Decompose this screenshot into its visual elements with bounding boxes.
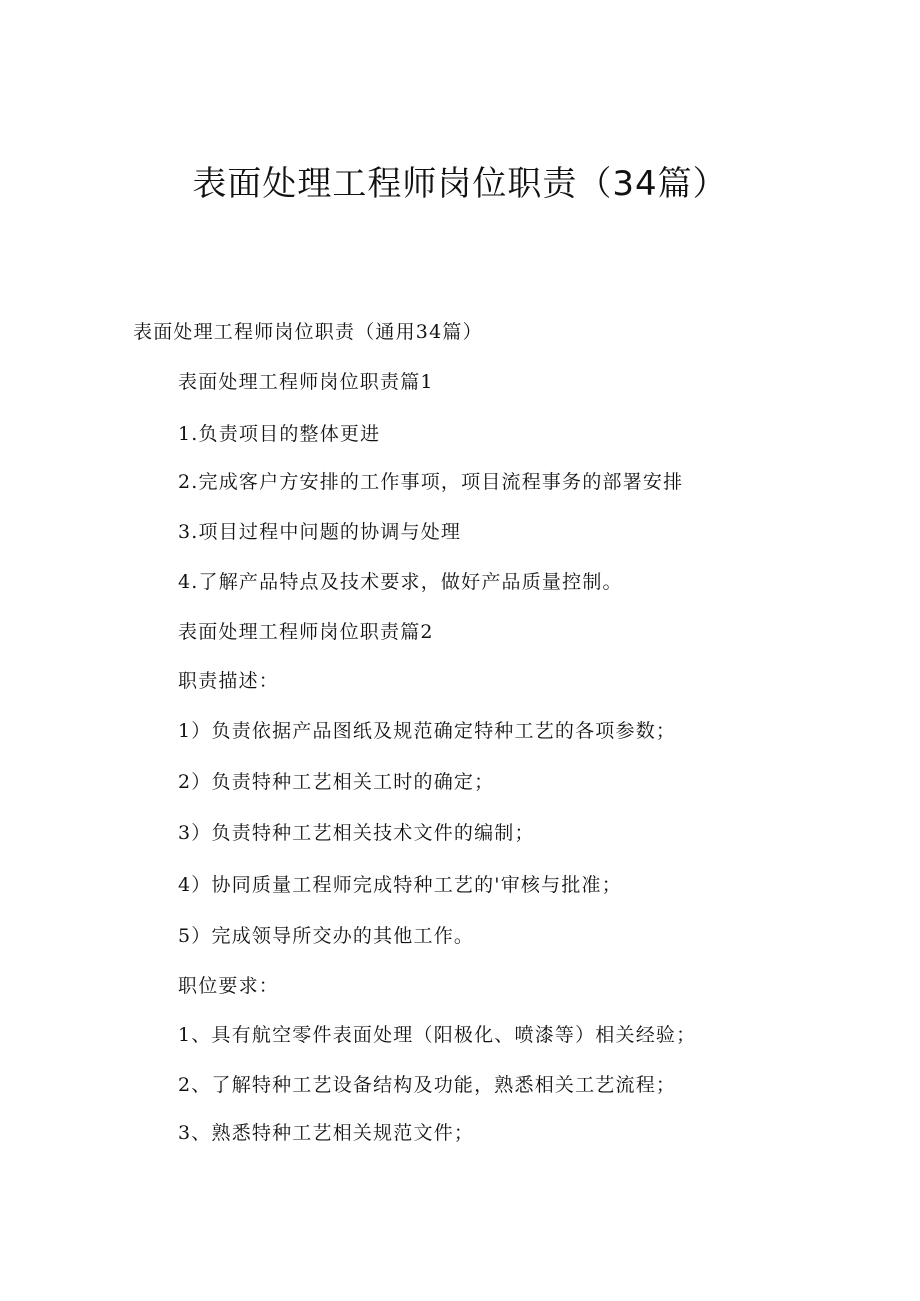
list-item: 1）负责依据产品图纸及规范确定特种工艺的各项参数； xyxy=(178,720,677,742)
list-item: 5）完成领导所交办的其他工作。 xyxy=(178,925,475,947)
list-item: 2）负责特种工艺相关工时的确定； xyxy=(178,771,495,793)
list-item: 4.了解产品特点及技术要求，做好产品质量控制。 xyxy=(178,571,623,593)
intro-line: 表面处理工程师岗位职责（通用34篇） xyxy=(133,321,483,343)
list-item: 3）负责特种工艺相关技术文件的编制； xyxy=(178,822,535,844)
list-item: 4）协同质量工程师完成特种工艺的'审核与批准； xyxy=(178,874,622,896)
subheading-requirements: 职位要求： xyxy=(178,975,280,997)
section-heading-1: 表面处理工程师岗位职责篇1 xyxy=(178,371,434,393)
list-item: 3、熟悉特种工艺相关规范文件； xyxy=(178,1122,475,1144)
list-item: 1.负责项目的整体更进 xyxy=(178,423,381,445)
list-item: 2、了解特种工艺设备结构及功能，熟悉相关工艺流程； xyxy=(178,1074,677,1096)
list-item: 1、具有航空零件表面处理（阳极化、喷漆等）相关经验； xyxy=(178,1024,697,1046)
subheading-duties: 职责描述： xyxy=(178,670,280,692)
section-heading-2: 表面处理工程师岗位职责篇2 xyxy=(178,621,434,643)
document-title: 表面处理工程师岗位职责（34篇） xyxy=(192,164,728,204)
list-item: 2.完成客户方安排的工作事项，项目流程事务的部署安排 xyxy=(178,471,684,493)
list-item: 3.项目过程中问题的协调与处理 xyxy=(178,521,462,543)
